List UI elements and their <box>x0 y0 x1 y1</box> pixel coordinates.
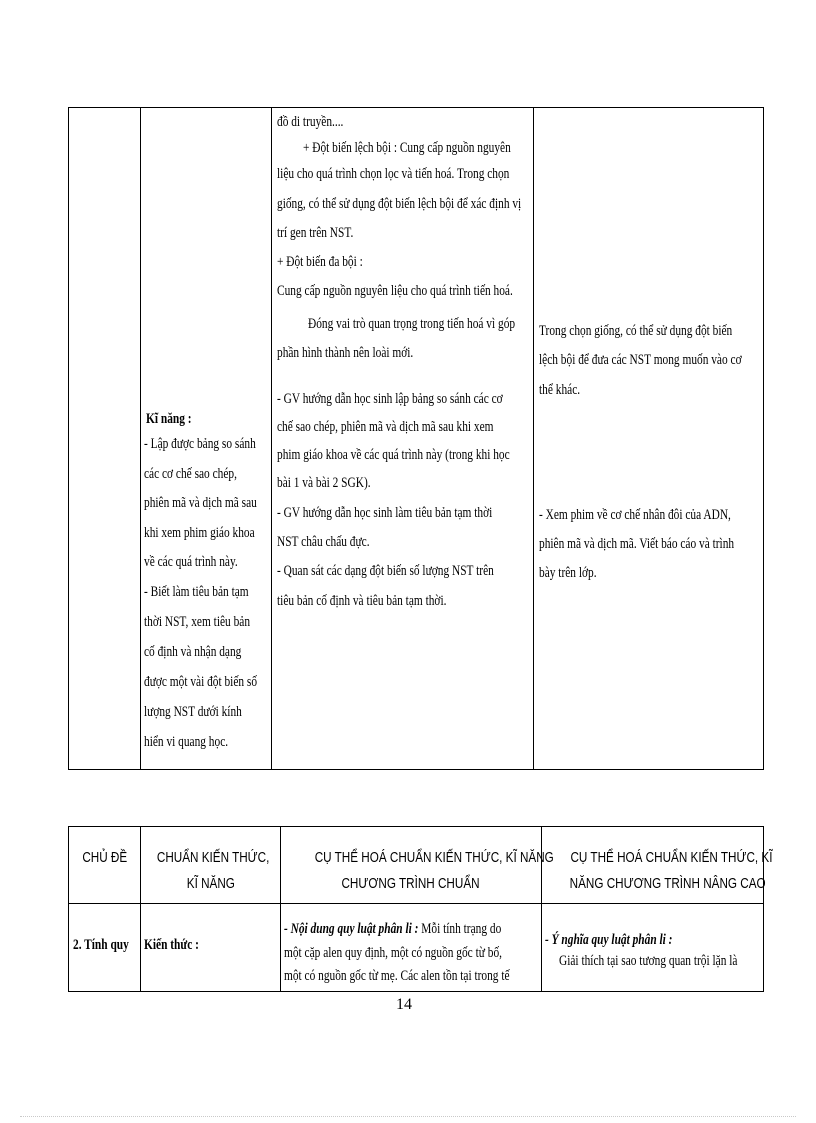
standard-line: giống, có thể sử dụng đột biến lệch bội để xác định vị <box>277 196 522 212</box>
header-advanced-program <box>542 827 773 904</box>
header-standard-line2: KĨ NĂNG <box>186 875 235 892</box>
row-topic: 2. Tính quy <box>73 937 129 953</box>
skills-line: được một vài đột biến số <box>144 674 258 690</box>
skills-line: lượng NST dưới kính <box>144 704 242 720</box>
advanced-program-cell <box>534 108 764 770</box>
topic-cell-empty <box>69 108 141 770</box>
standard-line: Cung cấp nguồn nguyên liệu cho quá trình tiến hoá. <box>277 283 513 299</box>
standard-line: bài 1 và bài 2 SGK). <box>277 475 371 491</box>
header-basic-line1: CỤ THỂ HOÁ CHUẨN KIẾN THỨC, KĨ NĂNG <box>314 849 554 866</box>
skills-line: - Biết làm tiêu bản tạm <box>144 584 249 600</box>
standard-line: trí gen trên NST. <box>277 225 354 241</box>
standard-line: - Quan sát các dạng đột biến số lượng NST trên <box>277 563 494 579</box>
standard-line: tiêu bản cố định và tiêu bản tạm thời. <box>277 593 447 609</box>
standards-table <box>68 826 773 992</box>
row-topic-cell <box>69 904 141 992</box>
standard-line: phần hình thành nên loài mới. <box>277 345 414 361</box>
page-number: 14 <box>396 996 412 1013</box>
skills-line: cố định và nhận dạng <box>144 644 242 660</box>
footer-dotted-line <box>20 1116 796 1118</box>
standard-line: - GV hướng dẫn học sinh làm tiêu bản tạm thời <box>277 505 493 521</box>
standard-line: - GV hướng dẫn học sinh lập bảng so sánh các cơ <box>277 391 503 407</box>
row-basic-line2: một cặp alen quy định, một có nguồn gốc từ bố, <box>284 945 502 961</box>
standard-line: + Đột biến lệch bội : Cung cấp nguồn nguyên <box>303 140 511 156</box>
header-adv-line2: NĂNG CHƯƠNG TRÌNH NÂNG CAO <box>569 875 766 892</box>
advanced-line: - Xem phim về cơ chế nhân đôi của ADN, <box>539 507 731 523</box>
row-basic-line1 <box>284 921 541 937</box>
advanced-line: bày trên lớp. <box>539 565 597 581</box>
skills-line: thời NST, xem tiêu bản <box>144 614 251 630</box>
row-advanced-cell <box>542 904 764 992</box>
header-topic <box>69 827 141 904</box>
standard-program-cell <box>272 108 534 770</box>
advanced-line: phiên mã và dịch mã. Viết báo cáo và trình <box>539 536 735 552</box>
row-basic-line3: một có nguồn gốc từ mẹ. Các alen tồn tại trong tế <box>284 968 510 984</box>
row-adv-line2: Giải thích tại sao tương quan trội lặn là <box>559 953 738 969</box>
skills-line: khi xem phim giáo khoa <box>144 525 255 541</box>
header-topic-text: CHỦ ĐỀ <box>82 849 127 866</box>
standard-line: + Đột biến đa bội : <box>277 254 363 270</box>
standard-line: liệu cho quá trình chọn lọc và tiến hoá. Trong chọn <box>277 166 510 182</box>
skills-line: hiển vi quang học. <box>144 734 229 750</box>
skills-line: phiên mã và dịch mã sau <box>144 495 257 511</box>
header-basic-program <box>281 827 554 904</box>
row-basic-cell <box>281 904 542 992</box>
standard-line: phim giáo khoa về các quá trình này (trong khi học <box>277 447 510 463</box>
skills-title: Kĩ năng : <box>146 411 192 427</box>
header-standard <box>141 827 281 904</box>
row-adv-line1: - Ý nghĩa quy luật phân li : <box>545 932 673 948</box>
skills-line: - Lập được bảng so sánh <box>144 436 256 452</box>
continuation-table <box>68 107 764 770</box>
skills-cell <box>141 108 272 770</box>
header-basic-line2: CHƯƠNG TRÌNH CHUẨN <box>341 875 481 892</box>
header-standard-line1: CHUẨN KIẾN THỨC, <box>156 849 270 866</box>
advanced-line: thể khác. <box>539 382 581 398</box>
standard-line: đồ di truyền.... <box>277 114 344 130</box>
row-knowledge-cell <box>141 904 281 992</box>
standard-line: NST châu chấu đực. <box>277 534 370 550</box>
standard-line: chế sao chép, phiên mã và dịch mã sau khi xem <box>277 419 494 435</box>
advanced-line: Trong chọn giống, có thể sử dụng đột biến <box>539 323 733 339</box>
advanced-line: lệch bội để đưa các NST mong muốn vào cơ <box>539 352 742 368</box>
skills-line: về các quá trình này. <box>144 554 238 570</box>
row-basic-bold: - Nội dung quy luật phân li : <box>284 921 419 937</box>
skills-line: các cơ chế sao chép, <box>144 466 237 482</box>
row-basic-l1: Mỗi tính trạng do <box>418 921 502 937</box>
row-knowledge: Kiến thức : <box>144 937 199 953</box>
header-adv-line1: CỤ THỂ HOÁ CHUẨN KIẾN THỨC, KĨ <box>570 849 773 866</box>
standard-line: Đóng vai trò quan trọng trong tiến hoá vì góp <box>308 316 516 332</box>
